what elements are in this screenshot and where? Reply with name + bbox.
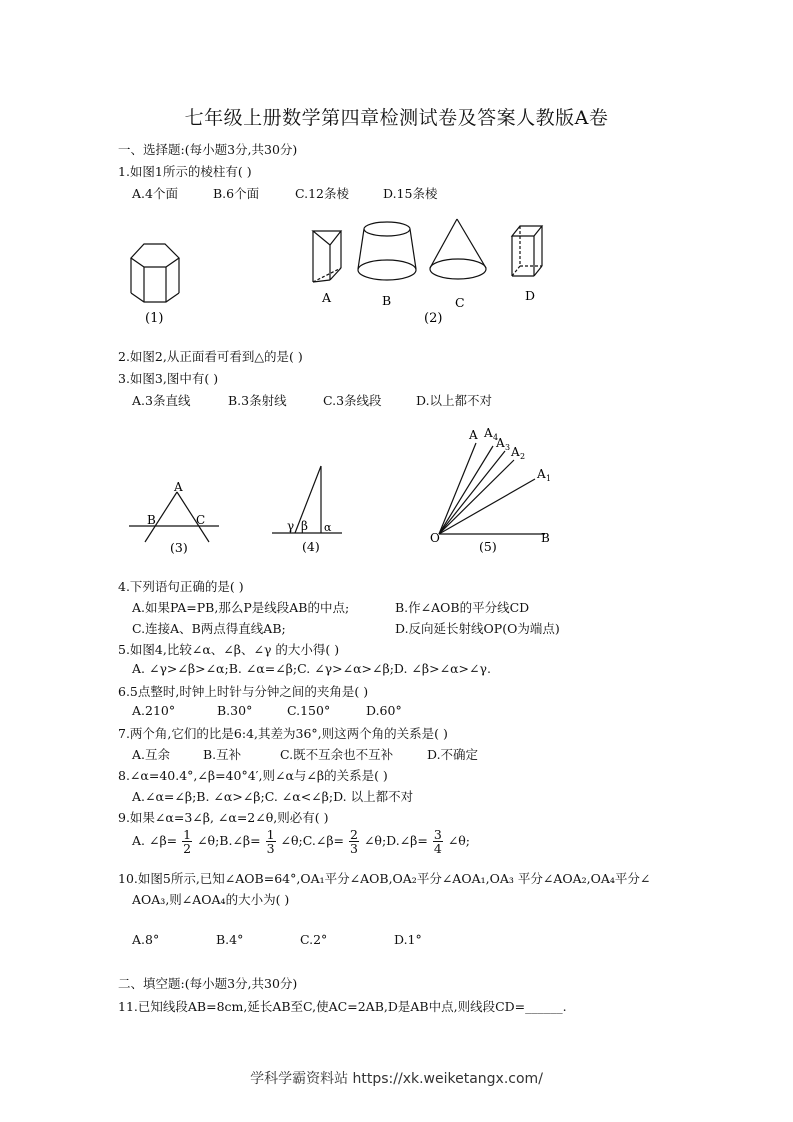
figure-3-caption: (3)	[170, 540, 188, 555]
question-8-stem: 8.∠α=40.4°,∠β=40°4′,则∠α与∠β的关系是( )	[118, 768, 388, 783]
figure-3-label-b: B	[147, 513, 156, 527]
question-7-option-b: B.互补	[203, 747, 242, 762]
section-heading-choice: 一、选择题:(每小题3分,共30分)	[118, 142, 298, 157]
question-2-stem: 2.如图2,从正面看可看到△的是( )	[118, 349, 303, 364]
question-4-option-a: A.如果PA=PB,那么P是线段AB的中点;	[132, 600, 350, 615]
question-1-option-c: C.12条棱	[295, 186, 349, 201]
figure-5-label-a1-sub: 1	[546, 474, 552, 483]
figure-3-label-c: C	[196, 513, 206, 527]
question-7-option-a: A.互余	[132, 747, 171, 762]
figure-1-caption: (1)	[145, 311, 164, 326]
section-heading-fill: 二、填空题:(每小题3分,共30分)	[118, 976, 298, 991]
figure-5-rays	[439, 443, 545, 534]
question-6-option-d: D.60°	[366, 703, 402, 718]
q9-text-d: ∠θ;D.∠β=	[363, 833, 428, 848]
question-7-stem: 7.两个角,它们的比是6:4,其差为36°,则这两个角的关系是( )	[118, 726, 448, 741]
cuboid-figure	[512, 226, 542, 276]
figure-5-label-a3: A	[496, 436, 505, 450]
figure-5-label-a3-sub: 3	[505, 443, 511, 452]
cone-figure	[430, 219, 486, 279]
question-1-option-d: D.15条棱	[383, 186, 438, 201]
question-10-option-d: D.1°	[394, 932, 422, 947]
frustum-figure	[358, 222, 416, 280]
q9-fraction-a: $\frac{1}{2}$	[183, 827, 192, 856]
figure-2-label-d: D	[525, 288, 536, 303]
question-4-option-b: B.作∠AOB的平分线CD	[395, 600, 530, 615]
question-8-options: A.∠α=∠β;B. ∠α>∠β;C. ∠α<∠β;D. 以上都不对	[132, 789, 414, 804]
figure-5-label-a: A	[469, 428, 478, 442]
q9-fraction-b: $\frac{1}{3}$	[266, 827, 275, 856]
question-1-option-a: A.4个面	[132, 186, 178, 201]
question-3-option-c: C.3条线段	[323, 393, 382, 408]
question-7-option-c: C.既不互余也不互补	[280, 747, 394, 762]
figure-1-2-solids	[0, 0, 793, 340]
figure-2-label-c: C	[455, 295, 465, 310]
footer-watermark: 学科学霸资料站 https://xk.weiketangx.com/	[250, 1071, 543, 1087]
question-10-option-a: A.8°	[132, 932, 160, 947]
q9-fraction-c: $\frac{2}{3}$	[350, 827, 358, 856]
figure-3-4-5	[0, 410, 793, 570]
question-4-option-c: C.连接A、B两点得直线AB;	[132, 621, 286, 636]
question-9-options	[132, 828, 470, 855]
question-1-stem: 1.如图1所示的棱柱有( )	[118, 164, 252, 179]
figure-2-label-a: A	[322, 290, 332, 305]
question-10-stem: 10.如图5所示,已知∠AOB=64°,OA₁平分∠AOB,OA₂平分∠AOA₁,OA₃ 平分∠AOA₂,OA₄平分∠	[118, 871, 651, 886]
figure-3-label-a: A	[174, 480, 183, 494]
figure-5-label-b: B	[541, 531, 550, 545]
question-9-stem: 9.如果∠α=3∠β, ∠α=2∠θ,则必有( )	[118, 810, 329, 825]
question-3-stem: 3.如图3,图中有( )	[118, 371, 219, 386]
figure-4-label-beta: β	[301, 519, 308, 533]
question-6-stem: 6.5点整时,时钟上时针与分钟之间的夹角是( )	[118, 684, 369, 699]
figure-2-caption: (2)	[424, 311, 443, 326]
question-10-stem-continued: AOA₃,则∠AOA₄的大小为( )	[132, 892, 290, 907]
question-5-stem: 5.如图4,比较∠α、∠β、∠γ 的大小得( )	[118, 642, 340, 657]
question-10-option-b: B.4°	[216, 932, 244, 947]
question-4-stem: 4.下列语句正确的是( )	[118, 579, 244, 594]
figure-5-label-a4: A	[484, 426, 493, 440]
question-11-stem: 11.已知线段AB=8cm,延长AB至C,使AC=2AB,D是AB中点,则线段CD=______.	[118, 999, 567, 1014]
question-1-option-b: B.6个面	[213, 186, 260, 201]
question-3-option-b: B.3条射线	[228, 393, 287, 408]
question-6-option-b: B.30°	[217, 703, 253, 718]
question-3-option-d: D.以上都不对	[416, 393, 493, 408]
figure-5-label-o: O	[430, 531, 440, 545]
figure-4-caption: (4)	[302, 539, 320, 554]
figure-5-label-a2-sub: 2	[520, 452, 526, 461]
figure-5-label-a1: A	[537, 467, 546, 481]
q9-prefix-a: A. ∠β=	[132, 833, 178, 848]
triangular-prism-figure	[313, 231, 341, 282]
hexagonal-prism-figure	[131, 244, 179, 302]
question-3-option-a: A.3条直线	[132, 393, 191, 408]
figure-3-triangle	[129, 492, 219, 542]
figure-4-label-gamma: γ	[287, 519, 295, 533]
figure-5-label-a2: A	[511, 445, 520, 459]
question-6-option-c: C.150°	[287, 703, 331, 718]
q9-text-c: ∠θ;C.∠β=	[280, 833, 345, 848]
figure-5-label-a4-sub: 4	[493, 433, 499, 442]
q9-suffix: ∠θ;	[447, 833, 471, 848]
q9-text-b: ∠θ;B.∠β=	[197, 833, 261, 848]
figure-5-caption: (5)	[479, 539, 497, 554]
question-7-option-d: D.不确定	[427, 747, 479, 762]
question-6-option-a: A.210°	[132, 703, 176, 718]
figure-4-label-alpha: α	[324, 521, 332, 534]
question-5-options: A. ∠γ>∠β>∠α;B. ∠α=∠β;C. ∠γ>∠α>∠β;D. ∠β>∠α>∠γ.	[132, 661, 491, 676]
q9-fraction-d: $\frac{3}{4}$	[433, 827, 442, 856]
page-title: 七年级上册数学第四章检测试卷及答案人教版A卷	[184, 107, 609, 129]
question-10-option-c: C.2°	[300, 932, 328, 947]
figure-2-label-b: B	[382, 293, 392, 308]
question-4-option-d: D.反向延长射线OP(O为端点)	[395, 621, 560, 636]
